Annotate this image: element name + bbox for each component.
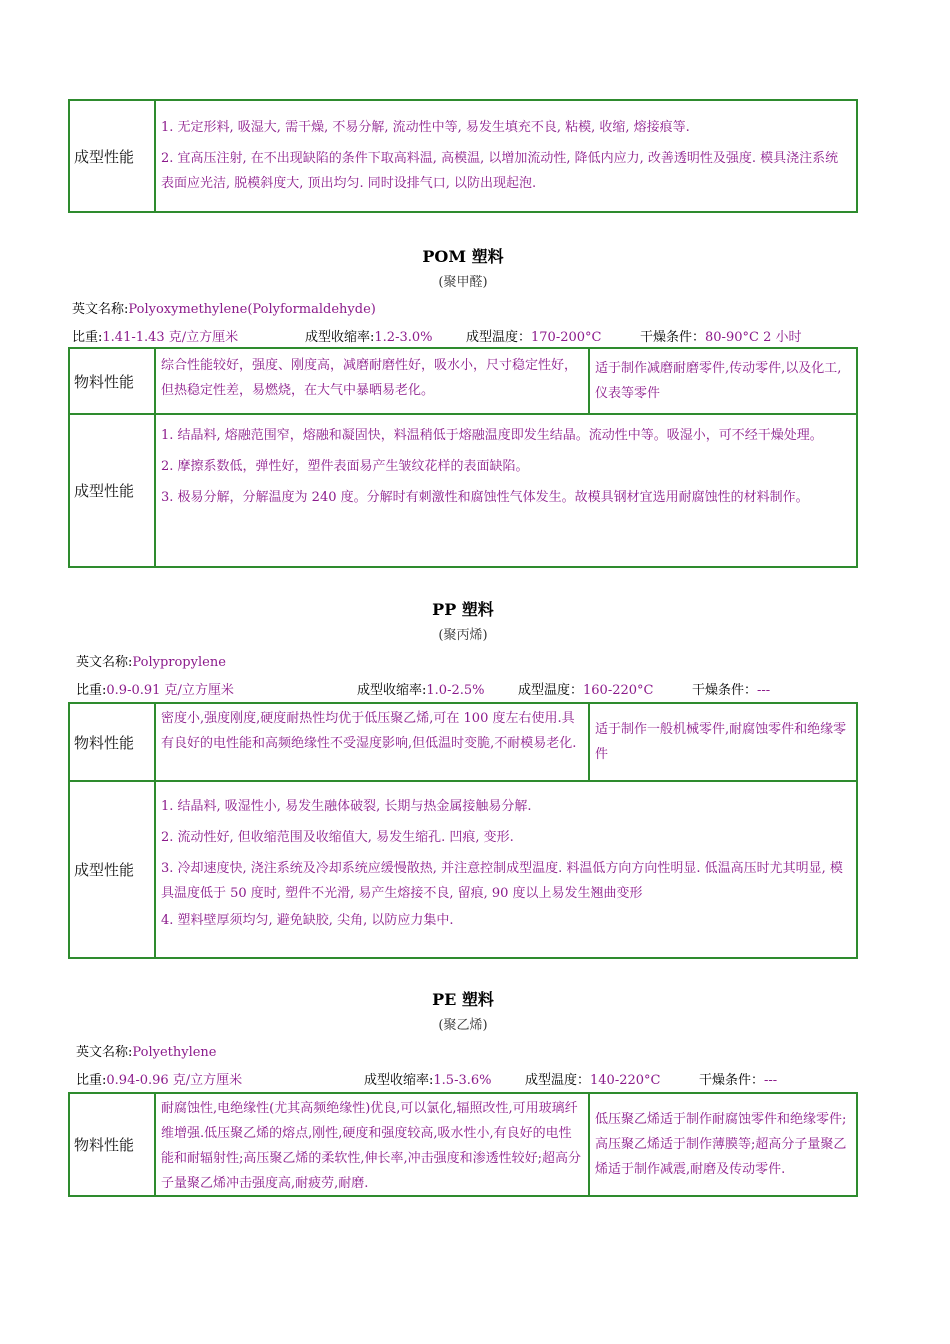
forming-label: 成型性能 (70, 782, 156, 957)
section-title: PP 塑料 (432, 600, 494, 619)
material-applications: 低压聚乙烯适于制作耐腐蚀零件和绝缘零件;高压聚乙烯适于制作薄膜等;超高分子量聚乙烯适于制作减震,耐磨及传动零件. (595, 1112, 847, 1177)
density: 比重:0.94-0.96 克/立方厘米 (76, 1073, 243, 1088)
forming-content (156, 101, 856, 211)
section-subtitle: (聚丙烯) (438, 628, 488, 643)
english-name: 英文名称:Polyoxymethylene(Polyformaldehyde) (72, 302, 376, 317)
material-properties: 密度小,强度刚度,硬度耐热性均优于低压聚乙烯,可在 100 度左右使用.具有良好的电性能和高频绝缘性不受湿度影响,但低温时变脆,不耐模易老化. (156, 704, 590, 780)
forming-item: 3. 冷却速度快, 浇注系统及冷却系统应缓慢散热, 并注意控制成型温度. 料温低方向方向性明显. 低温高压时尤其明显, 模具温度低于 50 度时, 塑件不光滑, 易产生熔接不良, 留痕, 90 度以上易发生翘曲变形 (161, 861, 843, 901)
molding-temp: 成型温度：170-200°C (466, 330, 602, 345)
forming-item: 4. 塑料壁厚须均匀, 避免缺胶, 尖角, 以防应力集中. (161, 913, 454, 928)
forming-label: 成型性能 (70, 101, 156, 211)
material-label: 物料性能 (70, 349, 156, 413)
density: 比重:0.9-0.91 克/立方厘米 (76, 683, 234, 698)
material-properties: 综合性能较好，强度、刚度高，减磨耐磨性好，吸水小，尺寸稳定性好，但热稳定性差，易燃烧，在大气中暴晒易老化。 (156, 349, 590, 413)
drying-condition: 干燥条件：--- (699, 1073, 778, 1088)
forming-item: 1. 无定形料, 吸湿大, 需干燥, 不易分解, 流动性中等, 易发生填充不良, 粘模, 收缩, 熔接痕等. (161, 120, 690, 135)
pom-table (68, 347, 858, 568)
top-forming-table (68, 99, 858, 213)
material-applications: 适于制作一般机械零件,耐腐蚀零件和绝缘零件 (595, 722, 847, 762)
forming-item: 1. 结晶料, 熔融范围窄，熔融和凝固快，料温稍低于熔融温度即发生结晶。流动性中等。吸湿小，可不经干燥处理。 (161, 428, 823, 443)
molding-temp: 成型温度：160-220°C (518, 683, 654, 698)
forming-item: 3. 极易分解，分解温度为 240 度。分解时有刺激性和腐蚀性气体发生。故模具钢材宜选用耐腐蚀性的材料制作。 (161, 490, 809, 505)
shrinkage: 成型收缩率:1.2-3.0% (305, 330, 433, 345)
english-name: 英文名称:Polyethylene (76, 1045, 217, 1060)
material-label: 物料性能 (70, 704, 156, 780)
forming-item: 2. 摩擦系数低，弹性好，塑件表面易产生皱纹花样的表面缺陷。 (161, 459, 529, 474)
forming-item: 2. 宜高压注射, 在不出现缺陷的条件下取高料温, 高模温, 以增加流动性, 降低内应力, 改善透明性及强度. 模具浇注系统表面应光洁, 脱模斜度大, 顶出均匀. 同时设排气口, 以防出现起泡. (161, 151, 839, 191)
section-title: POM 塑料 (422, 247, 504, 266)
english-name: 英文名称:Polypropylene (76, 655, 226, 670)
forming-item: 1. 结晶料, 吸湿性小, 易发生融体破裂, 长期与热金属接触易分解. (161, 799, 532, 814)
shrinkage: 成型收缩率:1.0-2.5% (357, 683, 485, 698)
forming-content (156, 782, 856, 957)
forming-label: 成型性能 (70, 415, 156, 566)
material-applications: 适于制作减磨耐磨零件,传动零件,以及化工,仪表等零件 (595, 361, 842, 401)
material-properties: 耐腐蚀性,电绝缘性(尤其高频绝缘性)优良,可以氯化,辐照改性,可用玻璃纤维增强.低压聚乙烯的熔点,刚性,硬度和强度较高,吸水性小,有良好的电性能和耐辐射性;高压聚乙烯的柔软性,伸长率,冲击强度和渗透性较好;超高分子量聚乙烯冲击强度高,耐疲劳,耐磨. (156, 1094, 590, 1195)
section-subtitle: (聚甲醛) (438, 275, 488, 290)
forming-content (156, 415, 856, 566)
section-subtitle: (聚乙烯) (438, 1018, 488, 1033)
pe-table (68, 1092, 858, 1197)
density: 比重:1.41-1.43 克/立方厘米 (72, 330, 239, 345)
pp-table (68, 702, 858, 959)
shrinkage: 成型收缩率:1.5-3.6% (364, 1073, 492, 1088)
drying-condition: 干燥条件：80-90°C 2 小时 (640, 330, 802, 345)
molding-temp: 成型温度：140-220°C (525, 1073, 661, 1088)
material-label: 物料性能 (70, 1094, 156, 1195)
drying-condition: 干燥条件：--- (692, 683, 771, 698)
forming-item: 2. 流动性好, 但收缩范围及收缩值大, 易发生缩孔. 凹痕, 变形. (161, 830, 514, 845)
section-title: PE 塑料 (432, 990, 494, 1009)
